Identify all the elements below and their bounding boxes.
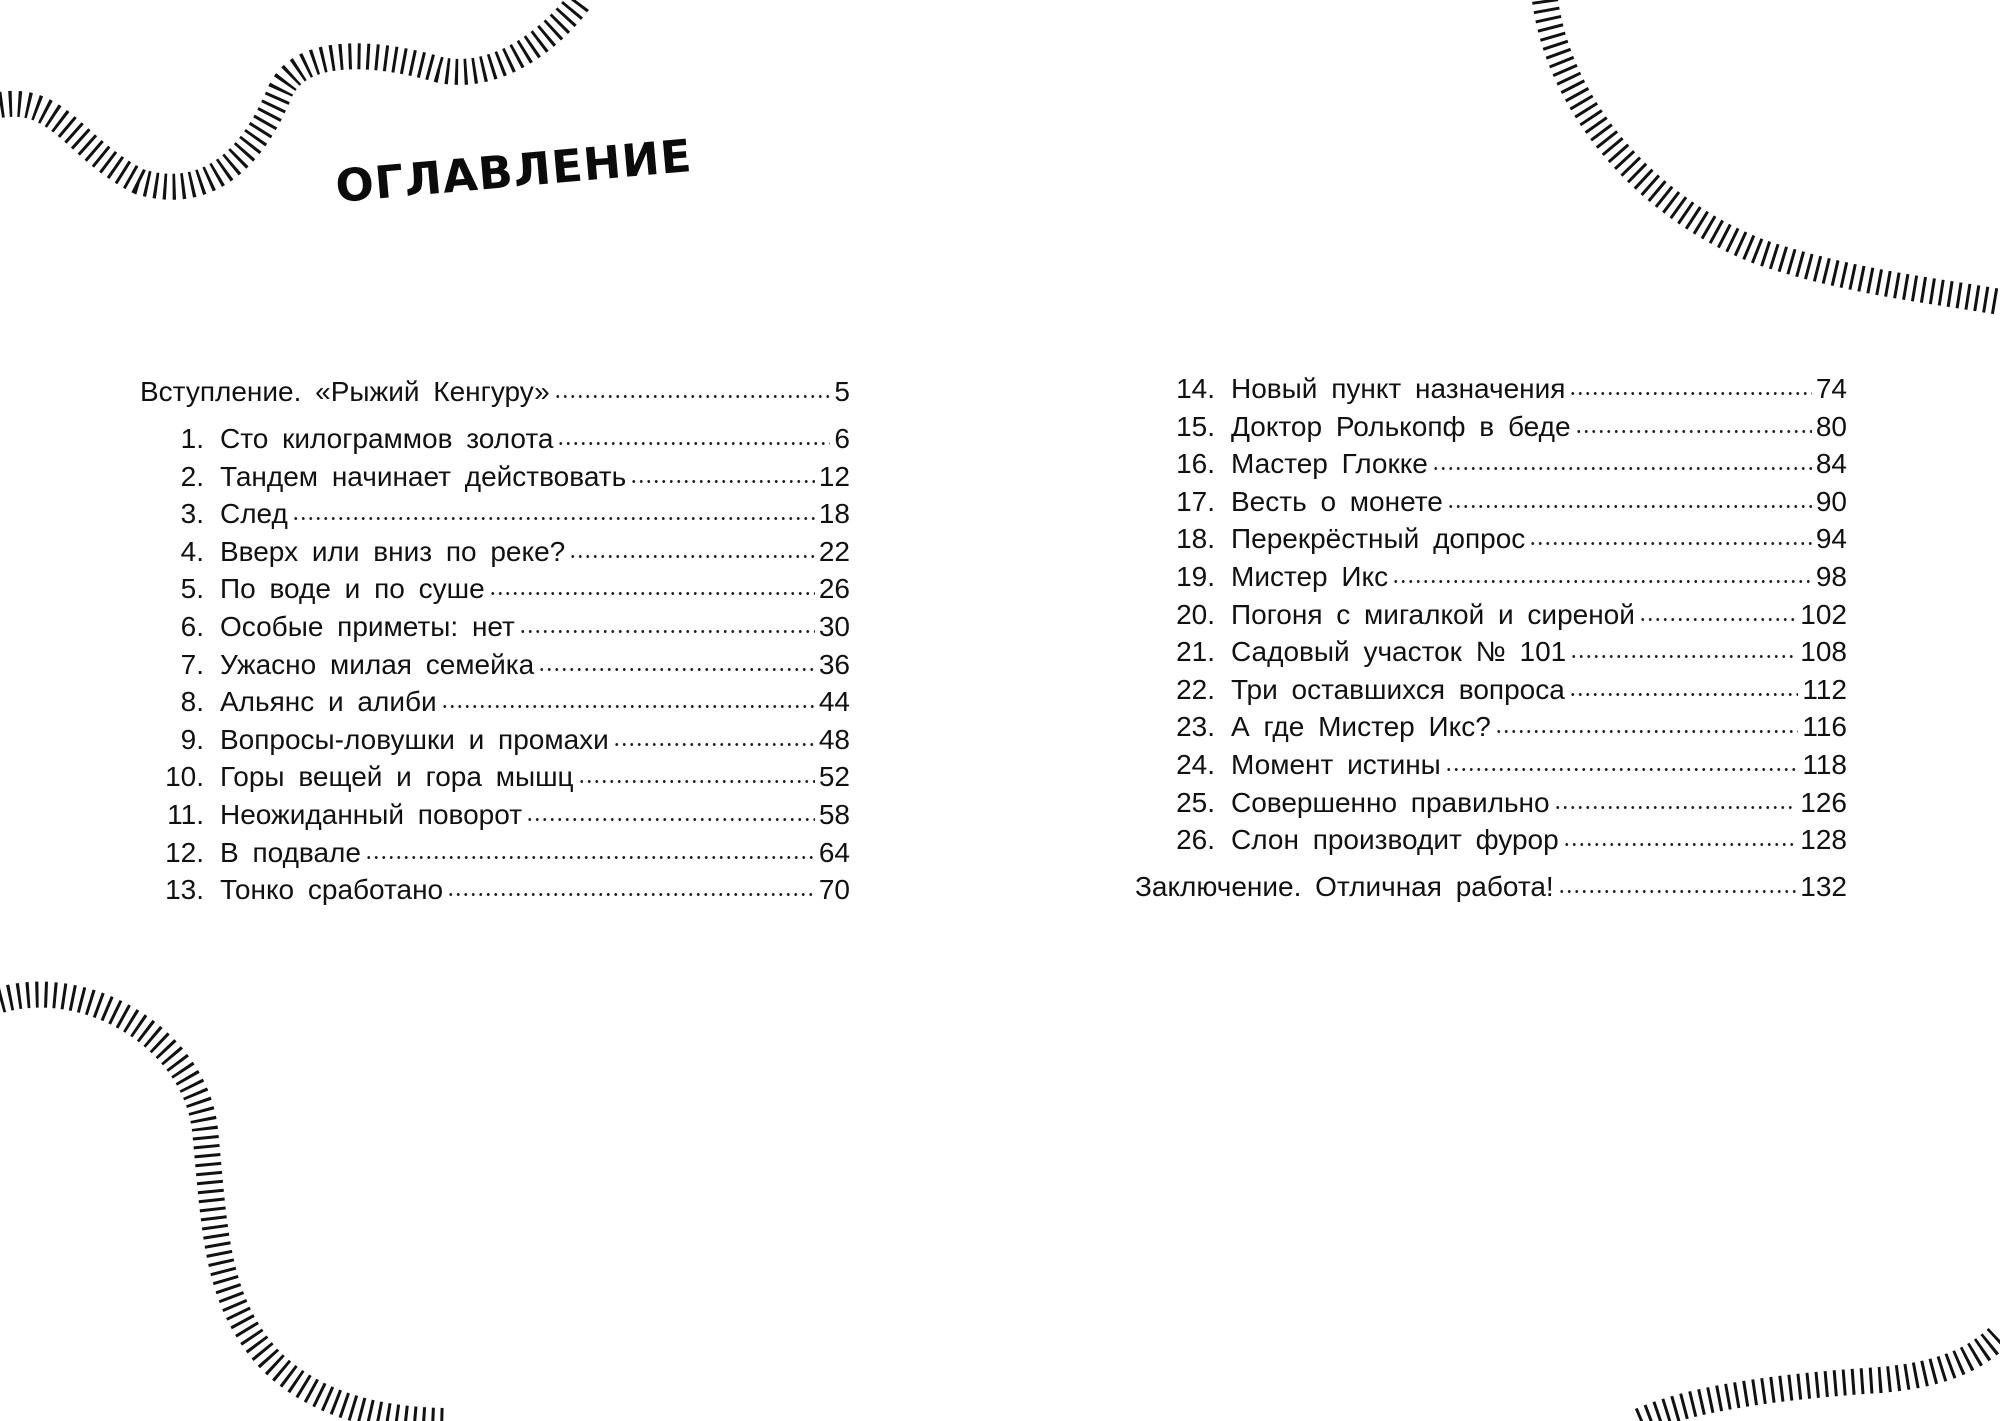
toc-entry-page: 12 (818, 460, 850, 492)
toc-entry-number: 17. (1176, 485, 1215, 517)
toc-entry-title: Неожиданный поворот (220, 798, 523, 830)
toc-entry[interactable] (140, 646, 850, 684)
toc-entry[interactable] (1135, 445, 1847, 483)
toc-entry-number: 19. (1176, 560, 1215, 592)
toc-entry[interactable] (140, 758, 850, 796)
toc-entry[interactable] (140, 608, 850, 646)
dot-leader (554, 395, 831, 398)
toc-entry-page: 6 (834, 423, 850, 454)
wavy-line-bottom-right (1640, 1335, 2000, 1421)
toc-entry-number: 24. (1176, 748, 1215, 780)
toc-entry-page: 108 (1800, 636, 1847, 668)
toc-entry-title: Погоня с мигалкой и сиреной (1231, 598, 1635, 630)
toc-entry-number: 11. (167, 798, 204, 830)
toc-entry-page: 30 (818, 610, 850, 642)
toc-entry[interactable] (1135, 596, 1847, 634)
toc-entry-page: 22 (818, 535, 850, 567)
toc-entry-number: 2. (180, 460, 204, 492)
toc-entry[interactable] (1135, 408, 1847, 446)
toc-entry-page: 44 (818, 686, 850, 718)
toc-entry[interactable] (140, 796, 850, 834)
toc-entry-title: Три оставшихся вопроса (1231, 673, 1565, 705)
toc-entry[interactable] (140, 834, 850, 872)
toc-entry-number: 18. (1176, 523, 1215, 555)
toc-entry-number: 10. (165, 761, 204, 793)
wavy-line-bottom-left (0, 995, 445, 1421)
toc-entry[interactable] (1135, 671, 1847, 709)
toc-entry[interactable] (140, 683, 850, 721)
toc-entry[interactable] (1135, 708, 1847, 746)
toc-entry-number: 7. (180, 648, 204, 680)
toc-entry-page: 80 (1815, 410, 1847, 442)
dot-leader (1558, 890, 1797, 893)
wavy-line-top-right (1545, 0, 2000, 302)
toc-entry-page: 52 (818, 761, 850, 793)
dot-leader (1445, 768, 1799, 771)
toc-entry-title: Садовый участок № 101 (1231, 636, 1567, 668)
toc-entry-page: 98 (1815, 560, 1847, 592)
toc-entry-title: Доктор Ролькопф в беде (1231, 410, 1571, 442)
toc-entry-title: Мастер Глокке (1231, 448, 1428, 480)
dot-leader (1569, 693, 1799, 696)
toc-entry-title: Весть о монете (1231, 485, 1443, 517)
dot-leader (292, 517, 815, 520)
toc-entry-title: Тандем начинает действовать (220, 460, 627, 492)
toc-entry[interactable] (1135, 633, 1847, 671)
toc-entry-number: 5. (180, 573, 204, 605)
toc-entry-title: След (220, 498, 288, 530)
toc-entry-title: Альянс и алиби (220, 686, 437, 718)
page-title: ОГЛАВЛЕНИЕ (333, 129, 695, 213)
toc-entry[interactable] (140, 420, 850, 458)
toc-entry-title: Вверх или вниз по реке? (220, 535, 566, 567)
toc-entry-title: Момент истины (1231, 748, 1441, 780)
toc-entry-number: 14. (1176, 373, 1215, 404)
dot-leader (519, 630, 815, 633)
toc-entry-number: 22. (1176, 673, 1215, 705)
dot-leader (1554, 806, 1797, 809)
toc-entry-number: 15. (1176, 410, 1215, 442)
toc-entry-page: 102 (1800, 598, 1847, 630)
toc-entry-number: 6. (180, 610, 204, 642)
toc-entry-page: 36 (818, 648, 850, 680)
toc-entry-number: 3. (180, 498, 204, 530)
toc-entry-number: 20. (1176, 598, 1215, 630)
toc-entry-page: 132 (1800, 870, 1847, 902)
toc-entry[interactable] (1135, 370, 1847, 408)
dot-leader (1392, 580, 1812, 583)
toc-entry-page: 58 (818, 798, 850, 830)
toc-entry-number: 13. (165, 874, 204, 906)
toc-entry-number: 8. (180, 686, 204, 718)
dot-leader (1575, 430, 1812, 433)
dot-leader (1447, 505, 1812, 508)
dot-leader (447, 893, 815, 896)
toc-entry-title: Сто килограммов золота (220, 423, 554, 454)
toc-entry-title: Особые приметы: нет (220, 610, 515, 642)
toc-entry-title: Слон производит фурор (1231, 824, 1559, 856)
toc-entry-page: 64 (818, 836, 850, 868)
dot-leader (1639, 618, 1796, 621)
toc-entry-title: Перекрёстный допрос (1231, 523, 1526, 555)
toc-entry-title: Ужасно милая семейка (220, 648, 535, 680)
toc-entry-number: 12. (165, 836, 204, 868)
toc-column-right (1135, 370, 1847, 909)
toc-entry-page: 118 (1802, 748, 1847, 780)
toc-entry-intro[interactable] (140, 370, 850, 414)
toc-entry[interactable] (1135, 821, 1847, 859)
toc-entry[interactable] (140, 570, 850, 608)
toc-entry-number: 21. (1176, 636, 1215, 668)
dot-leader (441, 705, 815, 708)
toc-entry[interactable] (1135, 784, 1847, 822)
toc-entry[interactable] (140, 458, 850, 496)
toc-entry-page: 5 (834, 376, 850, 407)
toc-column-left (140, 370, 850, 909)
dot-leader (1529, 542, 1812, 545)
toc-entry-conclusion[interactable] (1135, 865, 1847, 909)
toc-entry[interactable] (140, 871, 850, 909)
toc-entry-page: 84 (1815, 448, 1847, 480)
toc-entry-page: 126 (1800, 786, 1847, 818)
toc-entry-title: Вопросы-ловушки и промахи (220, 723, 609, 755)
toc-entry-title: Заключение. Отличная работа! (1135, 870, 1554, 902)
toc-entry-page: 90 (1815, 485, 1847, 517)
toc-entry-page: 18 (818, 498, 850, 530)
dot-leader (1570, 655, 1796, 658)
toc-entry-title: Мистер Икс (1231, 560, 1389, 592)
toc-entry-title: Совершенно правильно (1231, 786, 1550, 818)
toc-entry[interactable] (1135, 483, 1847, 521)
toc-entry-number: 23. (1176, 711, 1215, 743)
toc-entry[interactable] (140, 533, 850, 571)
dot-leader (526, 818, 815, 821)
toc-entry-page: 116 (1802, 711, 1847, 743)
dot-leader (569, 555, 815, 558)
toc-entry-number: 9. (180, 723, 204, 755)
toc-entry-page: 70 (818, 874, 850, 906)
toc-entry-page: 48 (818, 723, 850, 755)
dot-leader (489, 592, 815, 595)
dot-leader (1432, 467, 1812, 470)
toc-entry-title: А где Мистер Икс? (1231, 711, 1491, 743)
toc-entry-title: Новый пункт назначения (1231, 373, 1566, 404)
dot-leader (613, 743, 815, 746)
toc-entry-page: 128 (1800, 824, 1847, 856)
toc-entry[interactable] (1135, 520, 1847, 558)
dot-leader (365, 856, 815, 859)
toc-entry-number: 26. (1176, 824, 1215, 856)
toc-entry-page: 26 (818, 573, 850, 605)
toc-entry-title: Горы вещей и гора мышц (220, 761, 574, 793)
dot-leader (538, 668, 815, 671)
toc-entry-title: В подвале (220, 836, 361, 868)
toc-entry-number: 16. (1176, 448, 1215, 480)
dot-leader (578, 780, 815, 783)
toc-entry[interactable] (140, 495, 850, 533)
toc-entry[interactable] (1135, 746, 1847, 784)
toc-entry-title: Тонко сработано (220, 874, 444, 906)
toc-entry-number: 1. (180, 423, 204, 454)
toc-entry[interactable] (140, 721, 850, 759)
toc-entry-page: 94 (1815, 523, 1847, 555)
toc-entry-page: 112 (1802, 673, 1847, 705)
toc-entry-number: 25. (1176, 786, 1215, 818)
dot-leader (1495, 730, 1799, 733)
toc-entry-title: Вступление. «Рыжий Кенгуру» (140, 376, 550, 407)
dot-leader (557, 442, 830, 445)
dot-leader (1563, 843, 1797, 846)
toc-entry-number: 4. (180, 535, 204, 567)
dot-leader (1569, 392, 1811, 395)
dot-leader (630, 480, 815, 483)
toc-entry-page: 74 (1815, 373, 1847, 404)
toc-entry-title: По воде и по суше (220, 573, 485, 605)
toc-entry[interactable] (1135, 558, 1847, 596)
